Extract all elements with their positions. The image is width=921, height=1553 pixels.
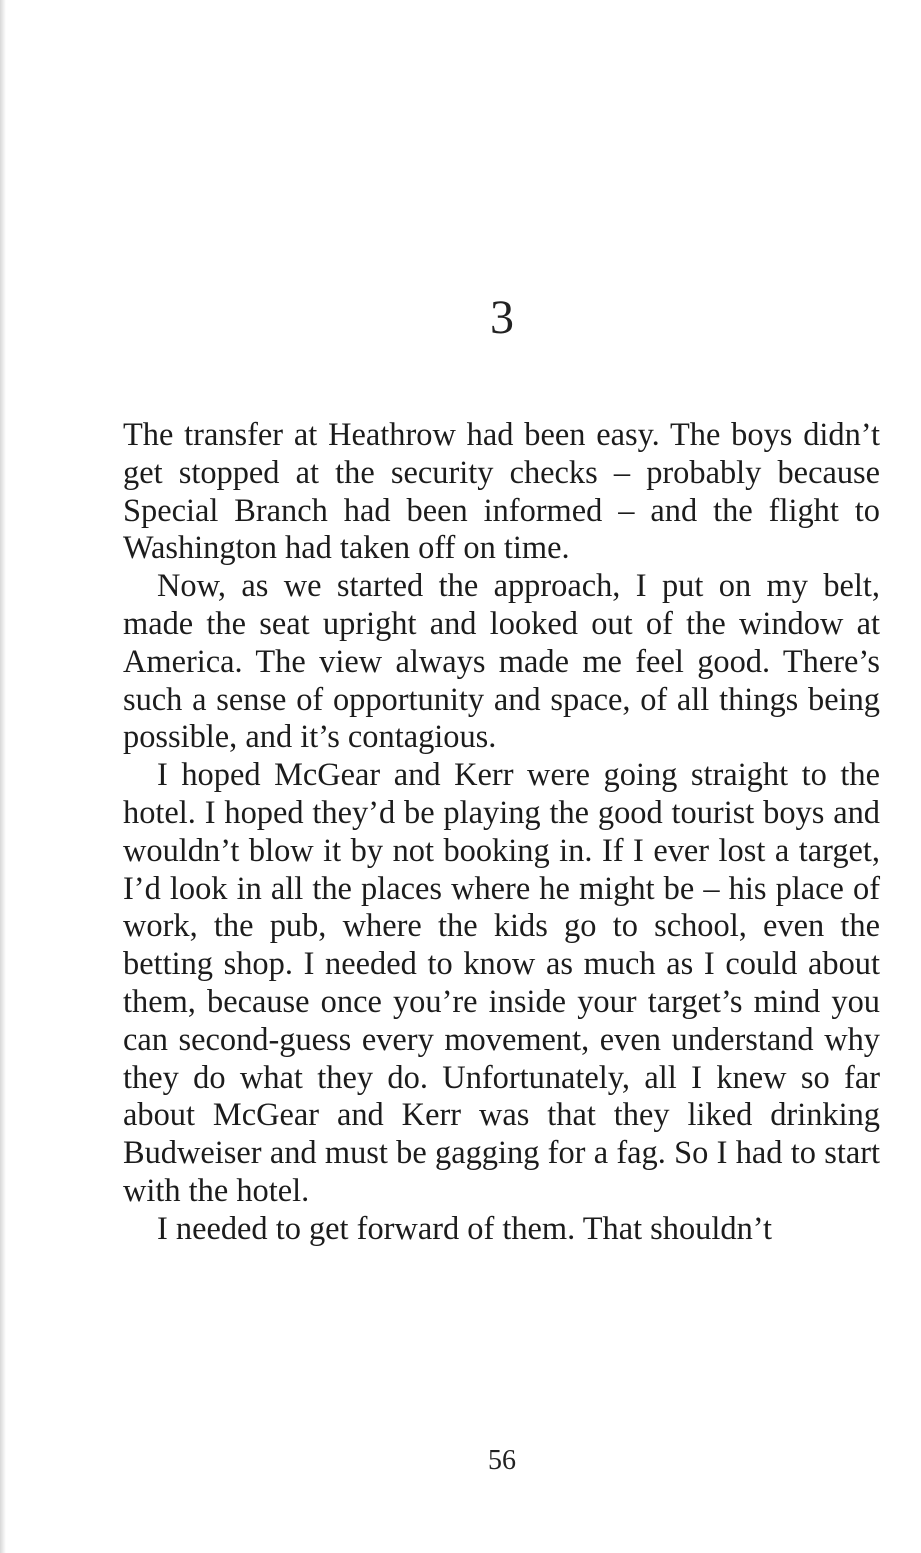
paragraph-3: I hoped McGear and Kerr were going straight to the hotel. I hoped they’d be playing the good tourist boys and wouldn’t blow it by not booking in. If I ever lost a target, I’d look in all the places where he might be – his place of work, the pub, where the kids go to school, even the betting shop. I needed to know as much as I could about them, because once you’re inside your target’s mind you can second-guess every movement, even understand why they do what they do. Unfortunately, all I knew so far about McGear and Kerr was that they liked drinking Budweiser and must be gagging for a fag. So I had to start with the hotel.: [123, 757, 880, 1209]
paragraph-1: The transfer at Heathrow had been easy. The boys didn’t get stopped at the security checks – probably because Special Branch had been informed – and the flight to Washington had taken off on time.: [123, 417, 880, 567]
chapter-body: [123, 417, 880, 1249]
chapter-number: 3: [490, 291, 514, 344]
paragraph-2: Now, as we started the approach, I put on my belt, made the seat upright and looked out of the window at America. The view always made me feel good. There’s such a sense of opportunity and space, of all things being possible, and it’s contagious.: [123, 568, 880, 756]
page-edge-shadow: [0, 0, 6, 1553]
page-number: 56: [488, 1445, 516, 1476]
paragraph-4: I needed to get forward of them. That shouldn’t: [157, 1210, 772, 1247]
